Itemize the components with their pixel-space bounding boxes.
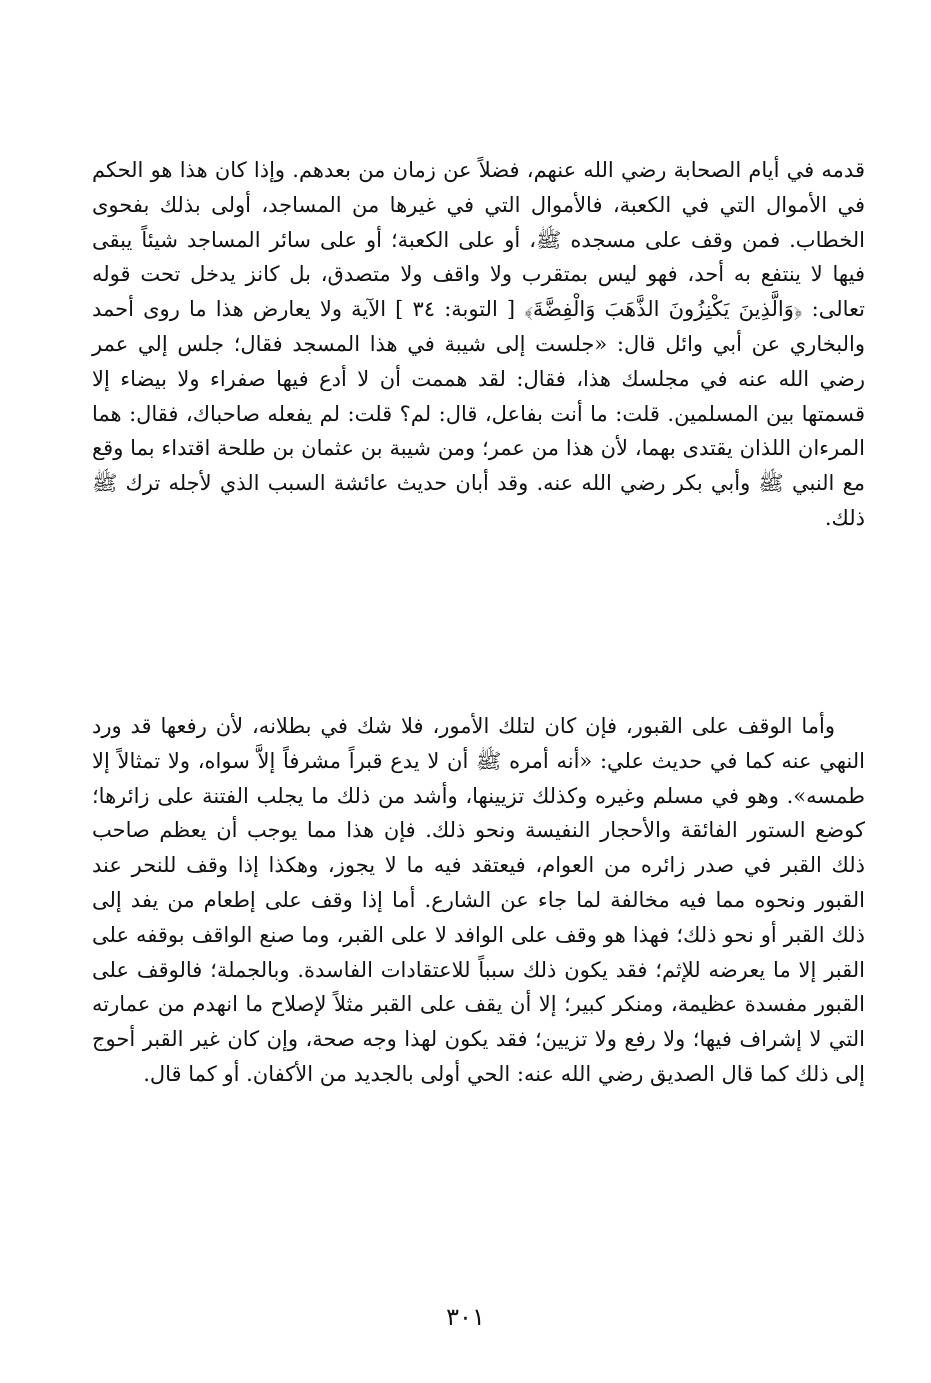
body-paragraph-1: قدمه في أيام الصحابة رضي الله عنهم، فضلاً عن زمان من بعدهم. وإذا كان هذا هو الحكم في الأموال التي في الكعبة، فالأموال التي في غيرها من المساجد، أولى بذلك بفحوى الخطاب. فمن وقف على مسجده ﷺ، أو على الكعبة؛ أو على سائر المساجد شيئاً يبقى فيها لا ينتفع به أحد، فهو ليس بمتقرب ولا واقف ولا متصدق، بل كانز يدخل تحت قوله تعالى: ﴿وَالَّذِينَ يَكْنِزُونَ الذَّهَبَ وَالْفِضَّةَ﴾ [ التوبة: ٣٤ ] الآية ولا يعارض هذا ما روى أحمد والبخاري عن أبي وائل قال: «جلست إلى شيبة في هذا المسجد فقال؛ جلس إلي عمر رضي الله عنه في مجلسك هذا، فقال: لقد هممت أن لا أدع فيها صفراء ولا بيضاء إلا قسمتها بين المسلمين. قلت: ما أنت بفاعل، قال: لم؟ قلت: لم يفعله صاحباك، فقال: هما المرءان اللذان يقتدى بهما، لأن هذا من عمر؛ ومن شيبة بن عثمان بن طلحة اقتداء بما وقع مع النبي ﷺ وأبي بكر رضي الله عنه. وقد أبان حديث عائشة السبب الذي لأجله ترك ﷺ ذلك. (92, 158, 865, 530)
page-number: ٣٠١ (446, 1303, 485, 1331)
body-paragraph-2: وأما الوقف على القبور، فإن كان لتلك الأمور، فلا شك في بطلانه، لأن رفعها قد ورد النهي عنه كما في حديث علي: «أنه أمره ﷺ أن لا يدع قبراً مشرفاً إلاَّ سواه، ولا تمثالاً إلا طمسه». وهو في مسلم وغيره وكذلك تزيينها، وأشد من ذلك ما يجلب الفتنة على زائرها؛ كوضع الستور الفائقة والأحجار النفيسة ونحو ذلك. فإن هذا مما يوجب أن يعظم صاحب ذلك القبر في صدر زائره من العوام، فيعتقد فيه ما لا يجوز، وهكذا إذا وقف للنحر عند القبور ونحوه مما فيه مخالفة لما جاء عن الشارع. أما إذا وقف على إطعام من يفد إلى ذلك القبر أو نحو ذلك؛ فهذا هو وقف على الوافد لا على القبر، وما صنع الواقف بوقفه على القبر إلا ما يعرضه للإثم؛ فقد يكون ذلك سبباً للاعتقادات الفاسدة. وبالجملة؛ فالوقف على القبور مفسدة عظيمة، ومنكر كبير؛ إلا أن يقف على القبر مثلاً لإصلاح ما انهدم من عمارته التي لا إشراف فيها؛ ولا رفع ولا تزيين؛ فقد يكون لهذا وجه صحة، وإن كان غير القبر أحوج إلى ذلك كما قال الصديق رضي الله عنه: الحي أولى بالجديد من الأكفان. أو كما قال. (92, 714, 865, 1086)
